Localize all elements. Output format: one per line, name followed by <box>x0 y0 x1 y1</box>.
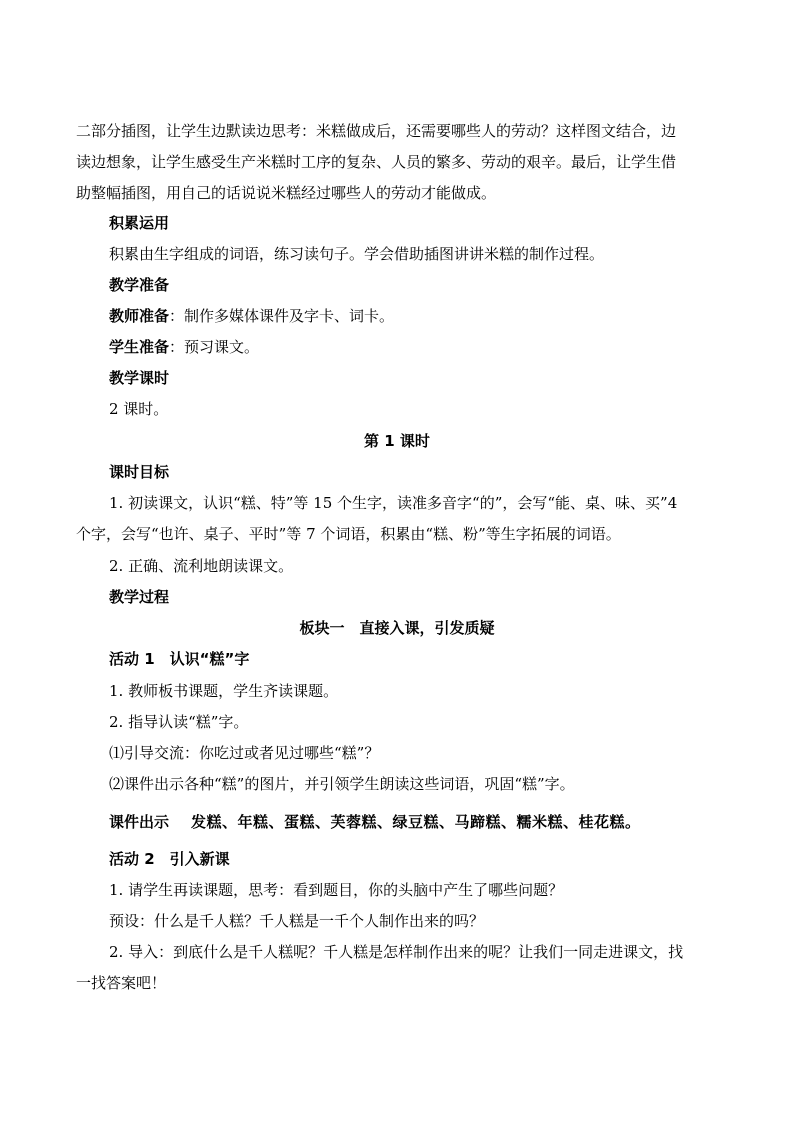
activity-1-sub-2: ⑵课件出示各种“糕”的图片，并引领学生朗读这些词语，巩固“糕”字。 <box>109 775 575 793</box>
preparation-heading: 教学准备 <box>109 276 170 294</box>
activity-2-heading: 活动 2 引入新课 <box>109 850 230 868</box>
student-preparation-label: 学生准备 <box>109 338 170 356</box>
teacher-preparation <box>109 306 394 326</box>
teacher-preparation-text: ：制作多媒体课件及字卡、词卡。 <box>169 307 395 325</box>
activity-2-step-2-line-1: 2. 导入：到底什么是千人糕呢？千人糕是怎样制作出来的呢？让我们一同走进课文，找 <box>109 943 684 961</box>
activity-2-step-2-line-2: 一找答案吧！ <box>76 974 167 992</box>
objective-2: 2. 正确、流利地朗读课文。 <box>109 557 294 575</box>
intro-line-2: 读边想象，让学生感受生产米糕时工序的复杂、人员的繁多、劳动的艰辛。最后，让学生借 <box>76 153 677 171</box>
accumulation-text: 积累由生字组成的词语，练习读句子。学会借助插图讲讲米糕的制作过程。 <box>109 245 605 263</box>
teacher-preparation-label: 教师准备 <box>109 307 170 325</box>
intro-line-1: 二部分插图，让学生边默读边思考：米糕做成后，还需要哪些人的劳动？这样图文结合，边 <box>76 122 677 140</box>
process-heading: 教学过程 <box>109 588 170 606</box>
student-preparation-text: ：预习课文。 <box>169 338 260 356</box>
objective-1-line-2: 个字，会写“也许、桌子、平时”等 7 个词语，积累由“糕、粉”等生字拓展的词语。 <box>76 525 621 543</box>
activity-2-step-1: 1. 请学生再读课题，思考：看到题目，你的头脑中产生了哪些问题？ <box>109 881 564 899</box>
activity-1-heading: 活动 1 认识“糕”字 <box>109 650 250 668</box>
objective-1-line-1: 1. 初读课文，认识“糕、特”等 15 个生字，读准多音字“的”，会写“能、桌、味、买”4 <box>109 494 678 512</box>
courseware-label: 课件出示 <box>109 813 170 831</box>
objectives-heading: 课时目标 <box>109 463 170 481</box>
accumulation-heading: 积累运用 <box>109 214 170 232</box>
intro-line-3: 助整幅插图，用自己的话说说米糕经过哪些人的劳动才能做成。 <box>76 184 497 202</box>
hours-text: 2 课时。 <box>109 400 169 418</box>
block-1-title: 板块一 直接入课，引发质疑 <box>299 619 495 637</box>
activity-2-preset: 预设：什么是千人糕？千人糕是一千个人制作出来的吗？ <box>109 912 485 930</box>
activity-1-step-2: 2. 指导认读“糕”字。 <box>109 713 249 731</box>
hours-heading: 教学课时 <box>109 369 170 387</box>
activity-1-step-1: 1. 教师板书课题，学生齐读课题。 <box>109 682 339 700</box>
activity-1-sub-1: ⑴引导交流：你吃过或者见过哪些“糕”？ <box>109 744 380 762</box>
student-preparation <box>109 337 259 357</box>
lesson-title: 第 1 课时 <box>364 432 430 450</box>
courseware-display <box>109 812 641 832</box>
courseware-words: 发糕、年糕、蛋糕、芙蓉糕、绿豆糕、马蹄糕、糯米糕、桂花糕。 <box>191 813 641 831</box>
